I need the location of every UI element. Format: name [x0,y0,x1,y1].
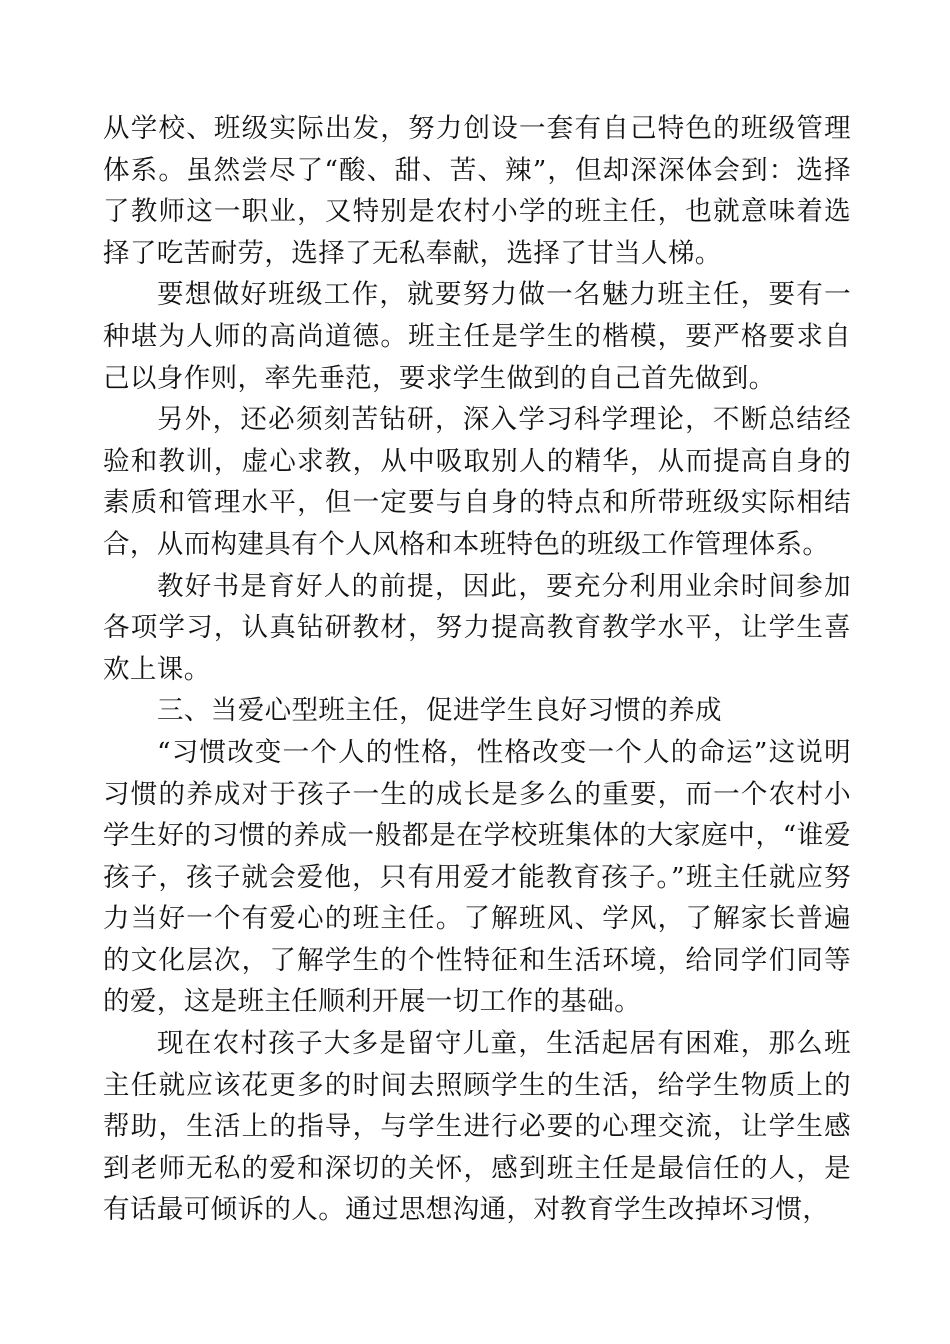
paragraph-7: 现在农村孩子大多是留守儿童，生活起居有困难，那么班主任就应该花更多的时间去照顾学生的生活，给学生物质上的帮助，生活上的指导，与学生进行必要的心理交流，让学生感到老师无私的爱和深切的关怀，感到班主任是最信任的人，是有话最可倾诉的人。通过思想沟通，对教育学生改掉坏习惯， [103,1028,851,1226]
document-body [103,108,851,1231]
paragraph-2: 要想做好班级工作，就要努力做一名魅力班主任，要有一种堪为人师的高尚道德。班主任是学生的楷模，要严格要求自己以身作则，率先垂范，要求学生做到的自己首先做到。 [103,279,851,394]
paragraph-4: 教好书是育好人的前提，因此，要充分利用业余时间参加各项学习，认真钻研教材，努力提高教育教学水平，让学生喜欢上课。 [103,570,851,685]
paragraph-3: 另外，还必须刻苦钻研，深入学习科学理论，不断总结经验和教训，虚心求教，从中吸取别人的精华，从而提高自身的素质和管理水平，但一定要与自身的特点和所带班级实际相结合，从而构建具有个人风格和本班特色的班级工作管理体系。 [103,404,851,560]
paragraph-1: 从学校、班级实际出发，努力创设一套有自己特色的班级管理体系。虽然尝尽了“酸、甜、苦、辣”，但却深深体会到：选择了教师这一职业，又特别是农村小学的班主任，也就意味着选择了吃苦耐劳，选择了无私奉献，选择了甘当人梯。 [103,113,851,269]
section-heading-3: 三、当爱心型班主任，促进学生良好习惯的养成 [157,695,722,727]
paragraph-6: “习惯改变一个人的性格，性格改变一个人的命运”这说明习惯的养成对于孩子一生的成长是多么的重要，而一个农村小学生好的习惯的养成一般都是在学校班集体的大家庭中，“谁爱孩子，孩子就会爱他，只有用爱才能教育孩子。”班主任就应努力当好一个有爱心的班主任。了解班风、学风，了解家长普遍的文化层次，了解学生的个性特征和生活环境，给同学们同等的爱，这是班主任顺利开展一切工作的基础。 [103,736,851,1018]
